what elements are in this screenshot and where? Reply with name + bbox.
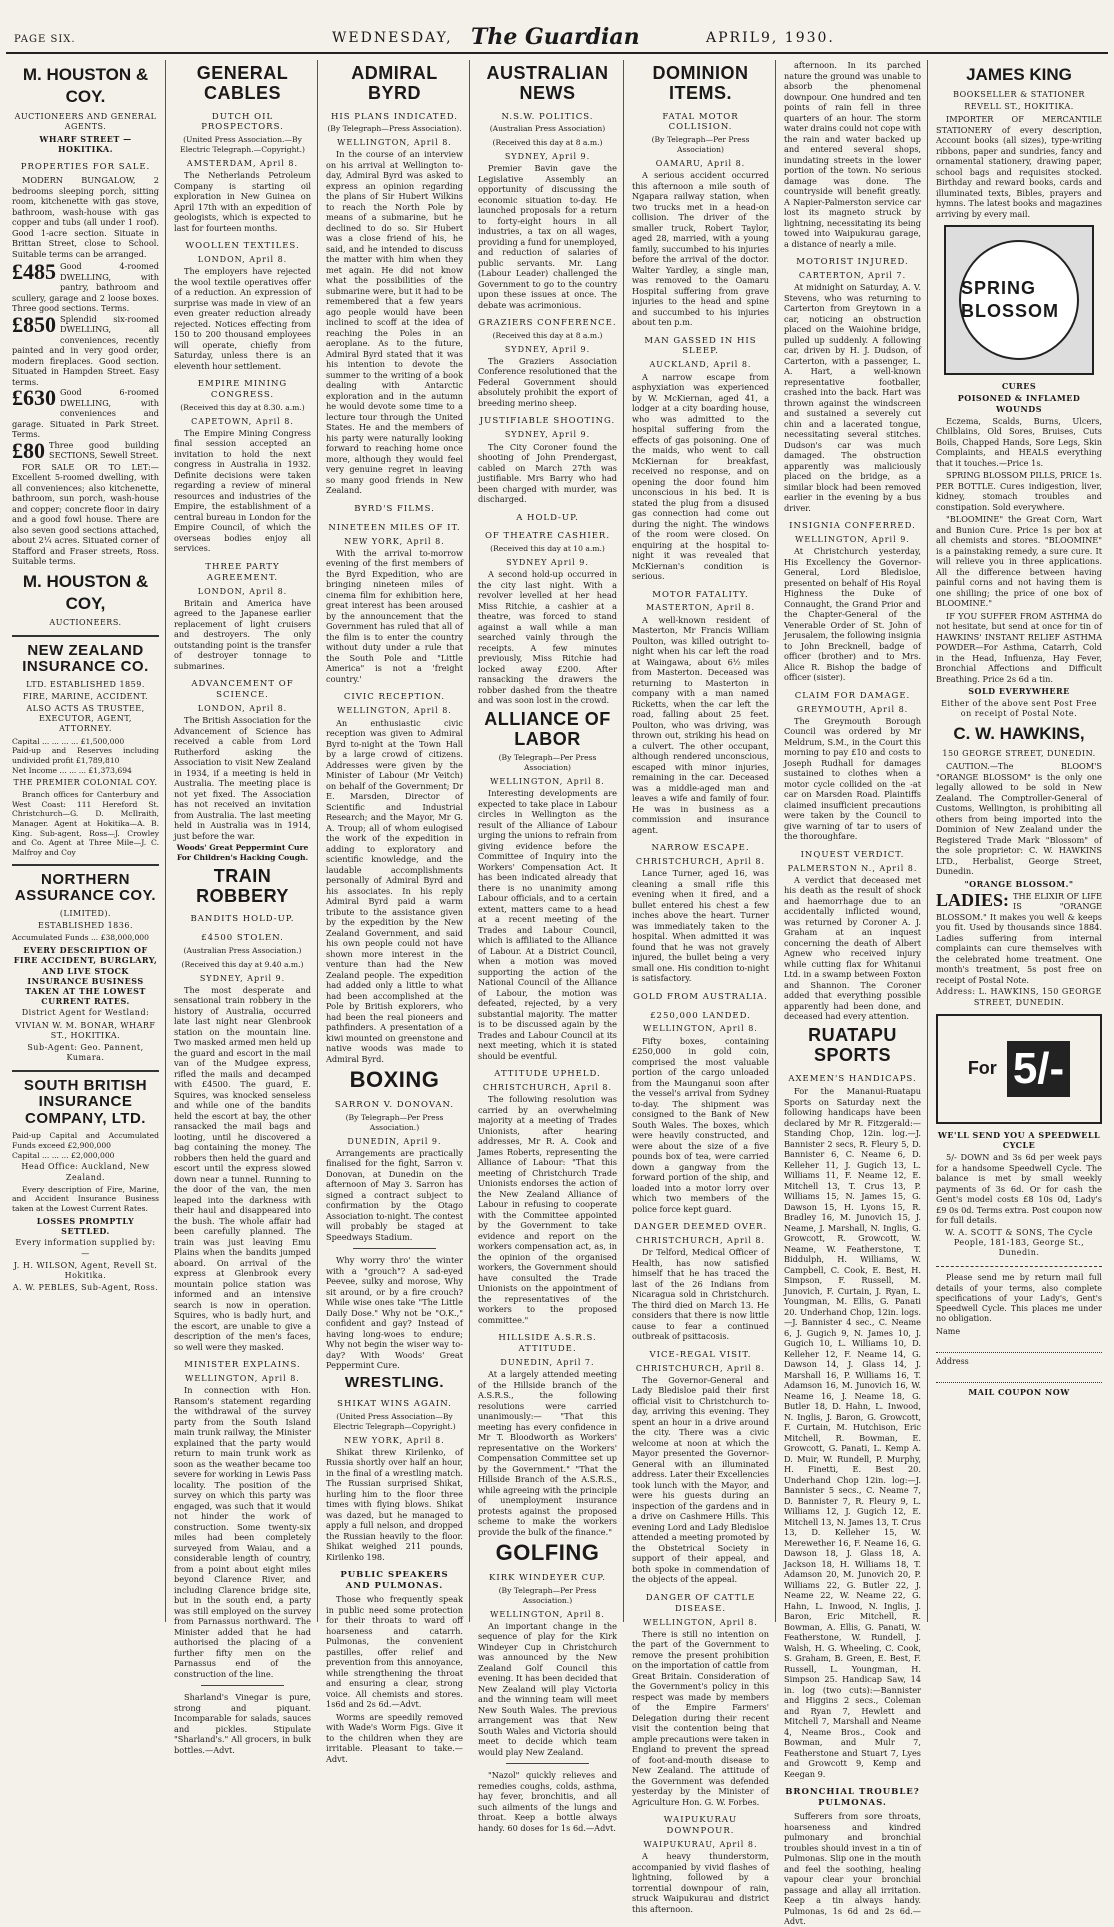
spring-blossom-illustration <box>944 225 1094 375</box>
story-dateline: WELLINGTON, April 8. <box>643 1024 758 1034</box>
nz-insurance-paid: Paid-up and Reserves including undivided profit £1,789,810 <box>12 746 159 766</box>
story-text: A serious accident occurred this afternoon a mile south of Ngapara railway station, when two trucks met in a head-on collision. The driver of the smaller truck, Robert Taylor, aged 28, married, with a young family, succumbed to his injuries before the arrival of the doctor. Walter Yardley, a single man, was removed to the Oamaru Hospital suffering from grave injuries to the head and spine and succumbed to his injuries about ten p.m. <box>632 170 769 328</box>
south-british-agent-1: J. H. WILSON, Agent, Revell St. Hokitika. <box>13 1260 158 1281</box>
story-text: The Governor-General and Lady Bledisloe paid their first official visit to Christchurch to-day, arriving this evening. They spent an hour in a drive around the city. There was a civic welcome at noon at which the Mayor presented the Governor-General with an illuminated address. Later their Excellencies took lunch with the Mayor, and were his guests during an inspection of the gardens and in a drive on Cashmere Hills. This evening Lord and Lady Bledisloe attended a meeting promoted by the Obstetrical Society in support of their appeal, and both spoke in commendation of the objects of the appeal. <box>632 1374 769 1585</box>
advert-text: Worms are speedily removed with Wade's Worm Figs. Give it to the children when they are irritable. Pleasant to take.—Advt. <box>326 1711 463 1764</box>
story-dateline: SYDNEY, April 9. <box>504 430 591 440</box>
story-text: With the arrival to-morrow evening of the first members of the Byrd Expedition, who are bringing nineteen miles of cinema film for exhibition here, great interest has been aroused by the announcement that the Government has ruled that all of the film is to enter the country without duty under a rule that the South Pole and "Little America" is not a 'freight country.' <box>326 547 463 684</box>
story-text: The Graziers Association Conference resolutioned that the Federal Government should absolutely prohibit the export of breeding merino sheep. <box>478 355 617 408</box>
story-text: At midnight on Saturday, A. V. Stevens, who was returning to Carterton from Greytown in a car, noticing an obstruction placed on the Waiohine bridge, pulled up suddenly. A following car, driven by H. J. Dudson, of Carterton, with a passenger, L. A. Hart, a well-known representative footballer, crashed into the back. Hart was thrown against the windscreen and sustained a severely cut chin and a lacerated tongue, necessitating several stitches. Dudson's car was much damaged. The obstruction apparently was maliciously placed on the bridge, as a similar block had been removed earlier in the evening by a bus driver. <box>784 282 921 513</box>
story-dateline: SYDNEY, April 9. <box>504 344 591 354</box>
story-text: A narrow escape from asphyxiation was experienced by W. McKiernan, aged 41, a lodger at a city boarding house, who was admitted to the hospital suffering from the effects of gas poisoning. One of the maids, who went to call McKiernan for breakfast, received no response, and on opening the door found him unconscious in his bed. It is stated the plug from a disused gas connection had come out during the night. The windows of the room were closed. On enquiring at the hospital to-night it was revealed that McKiernan's condition is serious. <box>632 371 769 581</box>
story-credit: (By Telegraph—Per Press Association) <box>498 753 597 773</box>
northern-title: NORTHERN ASSURANCE COY. <box>14 870 157 905</box>
advert-poem: Why worry thro' the winter with a "grouch"? A sad-eyed Peevee, sulky and morose, Why sit around, or by a fire crouch? While wise ones take "The Little Daily Dose." Why not be "O.K.," confident and gay? Instead of having long-woes to endure; Why not begin the wiser way to-day? With Woods' Great Peppermint Cure. <box>326 1255 463 1371</box>
listing-4 <box>12 387 159 440</box>
advert-text: Woods' Great Peppermint Cure For Children's Hacking Cough. <box>176 843 309 863</box>
wrestling-heading: WRESTLING. <box>344 1373 445 1391</box>
story-dateline: WELLINGTON, April 8. <box>337 138 452 148</box>
divider <box>12 635 159 637</box>
nz-insurance-kinds: FIRE, MARINE, ACCIDENT. <box>22 691 149 701</box>
houston-title: M. HOUSTON & COY. <box>22 65 149 106</box>
story-dateline: DUNEDIN, April 9. <box>347 1136 442 1146</box>
general-cables-heading: GENERAL CABLES <box>196 63 289 103</box>
spring-blossom-label: SPRING BLOSSOM <box>959 240 1079 360</box>
northern-funds: Accumulated Funds ... £38,000,000 <box>12 933 149 943</box>
story-heading: JUSTIFIABLE SHOOTING. <box>479 416 616 427</box>
properties-heading: PROPERTIES FOR SALE. <box>20 162 151 173</box>
story-dateline: WELLINGTON, April 8. <box>185 1374 300 1384</box>
cycle-seller: W. A. SCOTT & SONS, The Cycle People, 181-183, George St., Dunedin. <box>945 1227 1093 1258</box>
story-text: afternoon. In its parched nature the ground was unable to absorb the phenomenal downpour. One hundred and ten points of rain fell in three quarters of an hour. The storm water drains could not cope with the rain and water backed up and entered several shops, inundating streets in the lower portion of the town. No serious damage was done. The countryside will benefit greatly. A Napier-Palmerston service car lost its magneto struck by lightning, necessitating its being towed into Waipukurau garage, a distance of nearly a mile. <box>784 60 922 249</box>
listing-1: MODERN BUNGALOW, 2 bedrooms sleeping porch, sitting room, kitchenette with gas stove, bathroom, wash-house with gas copper and tubs (all under 1 roof). Good 1-acre section. Situate in Brittan Street, close to School. Suitable terms can be arranged. <box>12 175 159 259</box>
northern-every: EVERY DESCRIPTION OF FIRE ACCIDENT, BURGLARY, AND LIVE STOCK INSURANCE BUSINESS TAKEN AT THE LOWEST CURRENT RATES. <box>13 945 158 1007</box>
james-king-address: REVELL ST., HOKITIKA. <box>964 101 1074 111</box>
ladies-text: THE ELIXIR OF LIFE IS "ORANGE BLOSSOM." It makes you well & keeps you fit. Used by thousands since 1884. Ladies suffering from internal complaints can cure themselves with the celebrated home treatment. One month's treatment, 5s post free on receipt of Postal Note. <box>936 890 1103 985</box>
story-text: In the course of an interview on his arrival at Wellington to-day, Admiral Byrd was asked to express an opinion regarding the plans of Sir Hubert Wilkins to reach the North Pole by means of a submarine, but he declined to do so. Sir Hubert was a close friend of his, he said, and he intended to discuss the matter with him when they met again. He did not know what the possibilities of the submarine were, but it had to be remembered that a few years ago people would have been inclined to scoff at the idea of reaching the Poles in an aeroplane. As to the future, Admiral Byrd stated that it was his intention to devote the summer to the writing of a book dealing with Antarctic exploration and in the autumn he would devote some time to a lecture tour through the United States. He and the members of his party were naturally looking forward to reaching home once more, although they would feel very genuine regret in leaving so many good friends in New Zealand. <box>326 149 463 496</box>
hawkins-title: C. W. HAWKINS, <box>953 724 1085 744</box>
story-dateline: SYDNEY, April 9. <box>504 151 591 161</box>
houston-address: WHARF STREET — HOKITIKA. <box>39 133 132 155</box>
story-credit: (United Press Association.—By Electric Telegraph.—Copyright.) <box>180 135 305 155</box>
story-heading: INQUEST VERDICT. <box>800 849 905 860</box>
listing-3 <box>12 311 159 388</box>
column-5 <box>626 60 776 1914</box>
story-heading: A HOLD-UP. <box>516 512 579 523</box>
story-dateline: CHRISTCHURCH, April 8. <box>482 1082 613 1092</box>
story-dateline: CHRISTCHURCH, April 8. <box>635 856 766 866</box>
story-heading: KIRK WINDEYER CUP. <box>489 1573 606 1584</box>
northern-agent-label: District Agent for Westland: <box>21 1008 150 1018</box>
story-heading: CIVIC RECEPTION. <box>343 692 446 703</box>
advert-text: Those who frequently speak in public need some protection for their throats to ward off hoarseness and catarrh. Pulmonas, the convenient pastilles, offer relief and prevention from this annoyance, while strengthening the throat and ensuring a clear, strong voice. All chemists and stores. 1s6d and 2s 6d.—Advt. <box>326 1594 463 1710</box>
story-text: A second hold-up occurred in the city last night. With a revolver levelled at her head Miss Ritchie, a cashier at a theatre, was forced to stand against a wall while a man searched vainly through the receipts. A few minutes previously, Miss Ritchie had locked away £200. After ransacking the drawers the robber dashed from the theatre and was soon lost in the crowd. <box>478 569 617 706</box>
coupon-text: Please send me by return mail full details of your terms, also complete specifications of your Lady's, Gent's Speedwell Cycle. This places me under no obligation. <box>936 1273 1102 1324</box>
story-dateline: CARTERTON, April 7. <box>798 270 907 280</box>
story-credit: (Australian Press Association) <box>489 124 606 134</box>
cycle-headline: WE'LL SEND YOU A SPEEDWELL CYCLE <box>937 1129 1101 1151</box>
cycle-price: 5/- <box>1007 1041 1070 1097</box>
ruatapu-sports-heading: RUATAPU SPORTS <box>808 1024 897 1065</box>
story-text: The Netherlands Petroleum Company is starting oil exploration in New Guinea on April 17th with an expedition of geologists, which is expected to last for fourteen months. <box>174 170 311 233</box>
ladies-advert <box>936 891 1102 986</box>
story-dateline: WELLINGTON, April 8. <box>643 1617 758 1627</box>
story-dateline: CAPETOWN, April 8. <box>191 416 294 426</box>
story-dateline: LONDON, April 8. <box>197 704 288 714</box>
story-heading: MINISTER EXPLAINS. <box>184 1360 301 1371</box>
story-credit: (Received this day at 8.30. a.m.) <box>180 402 305 412</box>
story-credit: (Received this day at 10 a.m.) <box>490 544 605 554</box>
northern-established: ESTABLISHED 1836. <box>37 921 133 931</box>
alliance-of-labor-heading: ALLIANCE OF LABOR <box>484 708 611 749</box>
advert-text: Sharland's Vinegar is pure, strong and piquant. Incomparable for salads, sauces and pickles. Stipulate "Sharland's." All grocers, in bulk bottles.—Advt. <box>174 1692 311 1755</box>
caution-text: CAUTION.—The BLOOM'S "ORANGE BLOSSOM" is the only one legally allowed to be sold in New Zealand. The Comptroller-General of Customs, Wellington, is prohibiting all others from being imported into the Dominion of New Zealand under the Registered Trade Mark "Blossom" of the sole proprietor: C. W. HAWKINS LTD., Herbalist, George Street, Dunedin. <box>936 761 1102 877</box>
james-king-title: JAMES KING <box>966 65 1072 84</box>
train-robbery-heading: TRAIN ROBBERY <box>196 865 289 906</box>
listing-4-price: £630 <box>12 385 56 411</box>
south-british-title: SOUTH BRITISH INSURANCE COMPANY, LTD. <box>23 1076 148 1127</box>
houston-subtitle: AUCTIONEERS AND GENERAL AGENTS. <box>14 111 157 131</box>
story-heading: MOTOR FATALITY. <box>652 589 749 600</box>
cycle-for: For <box>967 1058 997 1079</box>
story-text: Arrangements are practically finalised for the fight, Sarron v. Donovan, at Dunedin on the afternoon of May 3. Sarron has signed a contract subject to confirmation by the Otago Association to-night. The contest will probably be staged at Speedways Stadium. <box>326 1147 463 1242</box>
dominion-items-heading: DOMINION ITEMS. <box>652 63 749 103</box>
northern-subagent: Sub-Agent: Geo. Pannent, Kumara. <box>27 1043 144 1063</box>
story-dateline: MASTERTON, April 8. <box>646 603 755 613</box>
listing-4-text: Good 6-roomed DWELLING, with conveniences and garage. Situated in Park Street. Terms. <box>12 387 159 440</box>
listing-5 <box>12 437 159 463</box>
ladies-heading: LADIES: <box>936 889 1010 910</box>
story-dateline: CHRISTCHURCH, April 8. <box>635 1236 766 1246</box>
masthead <box>6 6 1108 54</box>
story-dateline: LONDON, April 8. <box>197 254 288 264</box>
nz-insurance-capital: Capital ... ... ... ... £1,500,000 <box>12 736 125 746</box>
column-4 <box>472 60 624 1833</box>
story-text: The most desperate and sensational train robbery in the history of Australia, occurred late last night near Glenbrook station on the mountain line. Two masked armed men held up the guard and escort in the mail van of the Mudgee express, rifled the mails and decamped with £4500. The guard, E. Squires, was knocked senseless and while one of the bandits held the escort at bay, the other ransacked the mail bags and looting, until he discovered a bag containing the money. The robbers then held the guard and escort until the express slowed down near a tunnel. Running to the door of the van, the men leaped into the darkness with their haul and disappeared into the bush. The whole affair had been carefully planned. The train was just leaving Emu Plains when the bandits jumped aboard. On arrival of the express at Glenbrook every mountain police station was informed and an intensive search is now in operation. Squires, who is badly hurt, and the escort, are unable to give a description of the men's faces, so well were they masked. <box>174 984 311 1352</box>
coupon-address-field[interactable] <box>936 1371 1102 1383</box>
south-british-losses: LOSSES PROMPTLY SETTLED. <box>36 1215 135 1237</box>
story-credit: (United Press Association—By Electric Telegraph—Copyright.) <box>333 1412 456 1431</box>
story-credit: (By Telegraph—Per Press Association.) <box>498 1586 597 1605</box>
story-dateline: GREYMOUTH, April 8. <box>796 704 909 714</box>
story-heading: NARROW ESCAPE. <box>651 843 750 854</box>
story-heading: DANGER OF CATTLE DISEASE. <box>645 1592 756 1614</box>
story-text: The Greymouth Borough Council was ordered by Mr Meldrum, S.M., in the Court this morning to pay £10 and costs to Joseph Rudhall for damages sustained to clothes when a motor cycle collided on the ‐at car on Marsden Road. Plaintiffs claimed insufficient precautions were taken by the Council to give warning of tar to users of the thoroughfare. <box>784 715 921 842</box>
column-1 <box>6 60 166 1622</box>
column-2 <box>168 60 318 1755</box>
bloomine-advert: "BLOOMINE" the Great Corn, Wart and Bunion Cure. Price 1s per box at all chemists and stores. "BLOOMINE" is a painstaking remedy, a sure cure. It will relieve you in three applications. All the difference between having painful corns and not having them is one shilling; the price of one box of BLOOMINE." <box>936 514 1102 609</box>
hawkins-address: 150 GEORGE STREET, DUNEDIN. <box>942 748 1096 758</box>
story-text: Interesting developments are expected to take place in Labour circles in Wellington as the result of the Alliance of Labour urging the unions to refrain from giving evidence before the Committee of Inquiry into the Workers' Compensation Act. It has been indicated already that there is no unanimity among Labour officials, and to a certain extent, matters came to a head at a recent meeting of the Trades and Labour Council, which is affiliated to the Alliance of Labour. At a District Council, when a motion was moved supporting the action of the National Council of the Alliance of Labour, the motion was defeated, rejected, by a very substantial majority. The matter is to be discussed again by the Trades and Labour Council at its next meeting, which it is stated should be eventful. <box>478 788 617 1061</box>
houston-title-2: M. HOUSTON & COY, <box>22 571 149 613</box>
story-text: Lance Turner, aged 16, was cleaning a small rifle this evening when it fired, and a bullet entered his chest a few inches above the heart. Turner was immediately taken to the hospital. When admitted it was found that he was not gravely injured, the bullet being a very small one. His condition to-night is satisfactory. <box>632 868 769 984</box>
admiral-byrd-heading: ADMIRAL BYRD <box>351 63 438 103</box>
listing-5-text: Three good building SECTIONS, Sewell Street. <box>49 439 159 461</box>
page-number: PAGE SIX. <box>14 34 76 45</box>
story-subheading: NINETEEN MILES OF IT. <box>328 522 461 533</box>
story-heading: EMPIRE MINING CONGRESS. <box>197 379 288 400</box>
story-heading: SHIKAT WINS AGAIN. <box>337 1399 452 1410</box>
story-text: Dr Telford, Medical Officer of Health, has now satisfied himself that he has traced the last of the 26 Indians from Nicaragua sold in Christchurch. The third died on March 13. He considers that there is now little cause to fear a continued outbreak of psittacosis. <box>632 1247 769 1342</box>
story-credit: (By Telegraph—Press Association). <box>327 124 462 134</box>
story-heading: GRAZIERS CONFERENCE. <box>478 318 617 329</box>
listing-2 <box>12 261 159 314</box>
story-text: A well-known resident of Masterton, Mr Francis William Poulton, was killed outright to-night when his car left the road at Waingawa, about 6½ miles from Masterton. Deceased was returning to Masterton in company with a man named Ricketts, when the car left the road, falling about 25 feet. Poulton, who was driving, was thrown out, striking his head on a culvert. The other occupant, although rendered unconscious, escaped with minor injuries, remaining in the car. Deceased was a middle-aged man and leaves a wife and family of four. He was in business as a commission and insurance agent. <box>632 614 769 835</box>
nz-insurance-branch: Branch offices for Canterbury and West Coast: 111 Hereford St. Christchurch—G. D. McIlraith, Manager. Agent at Hokitika—A. B. King. Sub-agent, Ross—J. Crowley and Co. Agent at Three Mile—J. C. Malfroy and Coy <box>12 789 159 858</box>
divider <box>201 1685 283 1686</box>
mail-coupon <box>936 1266 1102 1397</box>
story-dateline: SYDNEY April 9. <box>506 558 589 568</box>
story-heading: BYRD'S FILMS. <box>354 503 435 514</box>
cycle-advert-banner <box>936 1014 1102 1124</box>
story-dateline: CHRISTCHURCH, April 8. <box>635 1363 766 1373</box>
story-heading: BRONCHIAL TROUBLE? PULMONAS. <box>785 1787 920 1809</box>
coupon-name-field[interactable] <box>936 1341 1102 1353</box>
divider <box>353 1248 435 1249</box>
listing-3-price: £850 <box>12 311 56 337</box>
story-heading: PUBLIC SPEAKERS AND PULMONAS. <box>340 1570 449 1592</box>
story-credit: (Australian Press Association.) <box>183 946 302 956</box>
story-heading: CLAIM FOR DAMAGE. <box>794 690 911 701</box>
column-3 <box>320 60 470 1764</box>
story-dateline: NEW YORK, April 8. <box>344 1435 445 1445</box>
story-heading: AXEMEN'S HANDICAPS. <box>788 1073 917 1084</box>
divider <box>506 1763 589 1764</box>
james-king-body: IMPORTER OF MERCANTILE STATIONERY of every description, Account books (all sizes), type-writing ribbons, paper and sundries, fancy and ornamental stationery, drawing paper, school bags and requisites stocked. Birthday and reward books, cards and illuminated texts, Bibles, prayers and hymns. The latest books and magazines arriving by every mail. <box>936 114 1102 219</box>
story-heading: MAN GASSED IN HIS SLEEP. <box>644 335 757 357</box>
story-text: For the Mananui-Ruatapu Sports on Saturday next the following handicaps have been declared by Mr R. Fitzgerald:— Standing Chop, 12in. log.—J. Bannister 2 secs, R. Fleury 5, D. Bannister 6, C. Neame 6, D. Kelleher 11, J. Gugich 13, L. Williams 11, F. Neame 12, E. Mitchell 13, T. Crus 13, P. Williams 15, N. James 15, G. Dawson 15, H. Lyons 15, R. Bradley 16, M. Junovich 15, J. Neame, J. Marshall, N. Inglis, G. Growcott, R. Growcott, W. Neame, W. Featherstone, T. Biddulph, H. Williams, W. Campbell, C. Cook, E. Best, H. Simpson, F. Russell, M. Junovich, F. Curtain, J. Ryan, L. Youngman, M. Ellis, G. Panati 20. Underhand Chop, 12in. logs.—J. Bannister 4 sec., C. Neame 6, J. Gugich 9, N. James 10, J. Gugich 10, L. Williams 10, D. Kelleher 12, F. Neame 14, G. Dawson 14, J. Glass 14, J. Marshall 16, P. Williams 16, T. Adamson 16, M. Junovich 16, W. Neame 16, J. Neame 18, G. Butler 18, D. Hahn, L. Inwood, N. Inglis, J. Baron, G. Growcott, F. Curtain, M. Hutchison, Eric Mitchell, R. Bowman, E. Growcott, G. Panati, L. Kemp A. D. Muir, W. Rundell, P. Murphy, H. Finetti, E. Best 20. Underhand Chop 12in. log:—J. Bannister 5 secs., C. Neame 7, D. Bannister 7, R. Fleury 9, L. Williams 12, J. Gugich 12, E. Mitchell 13, N. James 13, T. Crus 13, D. Kelleher 15, W. Merewether 16, F. Neame 16, G. Dawson 18, J. Glass 18, A. Jackson 18, H. Williams 18, T. Adamson 20, M. Junovich 20, P. Williams 22, G. Butler 22, J. Neame 22, W. Neame 22, G. Hahn, L. Inwood, N. Inglis, J. Baron, Eric Mitchell, R. Bowman, A. Ellis, G. Panati, W. Featherstone, W. Rundell, J. Walsh, H. G. Wheeling, C. Cook, S. Graham, B. Green, E. Best, F. Russell, L. Youngman, H. Simpson 25. Handicap Saw, 14 in. log (two cuts):—Bannister and Higgins 2 secs., Coleman and Ryan 7, Hewlett and Mitchell 7, Marshall and Neame 4, Neame Bros., Cook and Bowman, and Mulr 7, Featherstone and Stuart 7, Lyes and Growcott 9, Kemp and Keegan 9. <box>784 1086 921 1779</box>
story-heading: WOOLLEN TEXTILES. <box>185 241 300 252</box>
story-heading: INSIGNIA CONFERRED. <box>789 521 916 532</box>
story-text: At Christchurch yesterday, His Excellency the Governor-General, Lord Bledisloe, presented on behalf of His Royal Highness the Duke of Connaught, the Grand Prior and the Chapter-General of the Venerable Order of St. John of Jerusalem, the following insignia to John Brecknell, badge of officer (brother) and to Mrs. Alice R. Bishop the badge of officer (sister). <box>784 546 921 683</box>
listing-3-text: Splendid six-roomed DWELLING, all conveniences, recently painted and in very good order, modern fireplaces. Good section. Situated in Hampden Street. Easy terms. <box>12 313 159 387</box>
listing-6: FOR SALE OR TO LET:—Excellent 5-roomed dwelling, with all conveniences; also kitchenette, bathroom, sun porch, wash-house and copper; concrete floor in dairy and a good fowl house. There are also seven good sections attached, about 2¼ acres. Situated corner of Stafford and Fraser streets, Ross. Suitable terms. <box>12 461 159 567</box>
story-dateline: WELLINGTON, April 9. <box>795 534 910 544</box>
story-credit: (Received this day at 9.40 a.m.) <box>181 959 304 969</box>
nz-insurance-title: NEW ZEALAND INSURANCE CO. <box>22 641 149 676</box>
sold-everywhere: SOLD EVERYWHERE <box>968 686 1070 697</box>
story-text: The British Association for the Advancement of Science has received a cable from Lord Rutherford asking the Association to visit New Zealand in 1934, if a meeting is held in Australia. The meeting place is not yet fixed. The Association has not received an invitation from Australia. The last meeting held in Australia was in 1914, just before the war. <box>174 715 311 841</box>
cycle-terms: 5/- DOWN and 3s 6d per week pays for a handsome Speedwell Cycle. The balance is met by small weekly payments of 3s 6d. Or for cash the Gent's model costs £8 10s 0d, Lady's £9 0s 0d. Terms extra. Post coupon now for full details. <box>936 1152 1102 1226</box>
south-british-head: Head Office: Auckland, New Zealand. <box>21 1162 150 1182</box>
south-british-every: Every description of Fire, Marine, and Accident Insurance Business taken at the Lowest Current Rates. <box>12 1184 159 1214</box>
story-dateline: WELLINGTON, April 8. <box>490 1609 605 1619</box>
south-british-info: Every information supplied by:— <box>15 1238 156 1258</box>
asthma-advert: IF YOU SUFFER FROM ASTHMA do not hesitate, but send at once for tin of HAWKINS' INSTANT RELIEF ASTHMA POWDER—For Asthma, Catarrh, Cold in the Head, Influenza, Hay Fever, Bronchial Affections and Difficult Breathing. Price 2s 6d a tin. <box>936 610 1102 684</box>
story-text: The Empire Mining Congress final session accepted an invitation to hold the next congress in Australia in 1932. Definite decisions were taken regarding a review of mineral resources and industries of the Empire, the establishment of a central bureau in London for the Empire Council, of which the overseas bodies enjoy all services. <box>174 427 311 554</box>
story-heading: DANGER DEEMED OVER. <box>633 1222 768 1233</box>
coupon-address-label: Address <box>936 1356 969 1366</box>
divider <box>12 1070 159 1072</box>
sold-everywhere-sub: Either of the above sent Post Free on receipt of Postal Note. <box>941 698 1097 718</box>
story-heading: VICE-REGAL VISIT. <box>649 1349 752 1360</box>
nz-insurance-trustee: ALSO ACTS AS TRUSTEE, EXECUTOR, AGENT, ATTORNEY. <box>26 704 145 734</box>
northern-agent-name: VIVIAN W. M. BONAR, WHARF ST., HOKITIKA. <box>15 1020 156 1040</box>
story-dateline: AUCKLAND, April 8. <box>649 360 752 370</box>
story-dateline: AMSTERDAM, April 8. <box>186 158 299 168</box>
divider <box>12 864 159 866</box>
masthead-day: WEDNESDAY, <box>332 30 453 46</box>
cures-list: Eczema, Scalds, Burns, Ulcers, Chilblains, Old Sores, Bruises, Cuts Boils, Chapped Hands, Sore Legs, Skin Complaints, and HEALS everything that it touches.—Price 1s. <box>936 415 1102 468</box>
nz-insurance-income: Net Income ... ... ... £1,373,694 <box>12 765 132 775</box>
golfing-heading: GOLFING <box>495 1540 600 1566</box>
story-heading: WAIPUKURAU DOWNPOUR. <box>663 1815 738 1837</box>
nz-insurance-colonial: THE PREMIER COLONIAL COY. <box>13 777 158 787</box>
masthead-date: 9, 1930. <box>761 30 835 46</box>
story-text: At a largely attended meeting of the Hillside branch of the A.S.R.S., the following resolutions were carried unanimously:— "That this meeting has every confidence in Mr T. Bloodworth as Workers' representative on the Workers' Compensation Committee set up by the Government." "That the Hillside Branch of the A.S.R.S., while agreeing with the principle of unemployment insurance protests against the proposed scheme to make the workers provide the bulk of the finance." <box>478 1369 617 1537</box>
mail-coupon-now: MAIL COUPON NOW <box>968 1387 1070 1398</box>
newspaper-title: The Guardian <box>471 24 640 50</box>
story-dateline: DUNEDIN, April 7. <box>500 1357 595 1367</box>
story-dateline: OAMARU, April 8. <box>655 158 746 168</box>
story-credit: (Received this day at 8 a.m.) <box>492 331 603 341</box>
boxing-heading: BOXING <box>349 1067 440 1093</box>
column-6 <box>778 60 928 1927</box>
story-heading: MOTORIST INJURED. <box>796 257 909 267</box>
story-dateline: PALMERSTON N., April 8. <box>787 863 918 873</box>
story-heading: FATAL MOTOR COLLISION. <box>662 111 739 133</box>
coupon-name-label: Name <box>936 1326 961 1336</box>
story-heading: GOLD FROM AUSTRALIA. <box>633 991 768 1002</box>
story-credit: (By Telegraph—Per Press Association) <box>651 135 750 155</box>
story-text: A verdict that deceased met his death as the result of shock and haemorrhage due to an accidentally inflicted wound, was returned by Coroner A. J. Graham at an inquest concerning the death of Albert Agnew who received injury while cutting flax for Whitanui Ltd. in a swamp between Foxton and Shannon. The Coroner added that everything possible apparently had been done, and deceased had every attention. <box>784 874 921 1022</box>
northern-limited: (LIMITED). <box>59 908 112 918</box>
cures-wounds: POISONED & INFLAMED WOUNDS <box>957 393 1081 414</box>
story-heading: N.S.W. POLITICS. <box>501 111 594 122</box>
story-text: Premier Bavin gave the Legislative Assembly an opportunity of discussing the economic situation to-day. He launched proposals for a return to forty-eight hours in all industries, a tax on all wages, providing a fund for unemployed, and reduction of salaries of public servants. Mr. Lang (Labour Leader) challenged the Government to go to the country upon these issues at once. The debate was acrimonious. <box>478 163 617 310</box>
story-text: The City Coroner found the shooting of John Prendergast, cabled on March 27th was justifiable. Mrs Barry who had been charged with murder, was discharged. <box>478 441 617 505</box>
south-british-agent-2: A. W. PEBLES, Sub-Agent, Ross. <box>12 1283 159 1293</box>
masthead-month: APRIL <box>706 30 761 46</box>
story-credit: (Received this day at 8 a.m.) <box>492 138 603 148</box>
column-7 <box>930 60 1108 1622</box>
story-dateline: NEW YORK, April 8. <box>344 536 445 546</box>
australian-news-heading: AUSTRALIAN NEWS <box>486 63 609 103</box>
story-text: Shikat threw Kirilenko, of Russia shortly over half an hour, in the final of a wrestling match. The Russian surprised Shikat, hurling him to the floor three times with flying blows. Shikat was dazed, but he managed to apply a full nelson, and dropped the Russian heavily to the floor. Shikat weighed 211 pounds, Kirilenko 198. <box>326 1446 463 1562</box>
james-king-subtitle: BOOKSELLER & STATIONER <box>953 89 1085 99</box>
story-subheading: £250,000 LANDED. <box>650 1010 751 1021</box>
story-text: An enthusiastic civic reception was given to Admiral Byrd to-night at the Town Hall by a large crowd of citizens. Addresses were given by the Minister of Labour (Mr Veitch) on behalf of the Government; Dr E. Marsden, Director of Scientific and Industrial Research; and the Mayor, Mr G. A. Troup; all of whom eulogised the work of the expedition in adding to exploratory and scientific knowledge, and the laudable accomplishments personally of Admiral Byrd and his associates. In his reply Admiral Byrd paid a warm tribute to the assistance given by the expedition by the New Zealand Government, and said his own people could not have shown more interest in the venture than had the New Zealand people. The expedition had added only a little to what had been accomplished at the Pole by British explorers, who had been the real pioneers and pathfinders. A presentation of a kiwi mounted on greenstone and native woods was made to Admiral Byrd. <box>326 717 463 1064</box>
story-text: A heavy thunderstorm, accompanied by vivid flashes of lightning, followed by a torrential downpour of rain, struck Waipukurau and district this afternoon. <box>632 1851 769 1914</box>
story-text: The following resolution was carried by an overwhelming majority at a meeting of Trades Unionists, after hearing addresses, Mr R. A. Cook and James Roberts, representing the Alliance of Labour: "That this meeting of Christchurch Trade Unionists endorses the action of the New Zealand Alliance of Labour in refusing to cooperate with the Committee appointed by the Government to take evidence and report on the workers compensation act, as, in the opinion of the organised workers, the Government should have consulted the Trade Unionists on the appointment of the representatives of the workers to the proposed committee." <box>478 1094 617 1325</box>
story-heading: HIS PLANS INDICATED. <box>331 111 458 122</box>
story-text: In connection with Hon. Ransom's statement regarding the withdrawal of the survey party from the South Island main trunk railway, the Minister explained that the party would return to main trunk work as soon as the weather became too severe for working in Lewis Pass locality. The position of the survey on which this party was engaged, was such that it would not hinder the work of construction. Some twenty-six miles had been completely surveyed from Waiau, and a considerable length of country, from a point about eight miles beyond Clarence River, and including Clarence bridge site, but in the south end, a party was still employed on the survey from Parnassus northward. The Minister added that he had authorised the placing of a further fifty men on the Parnassus end of the construction of the line. <box>174 1385 311 1679</box>
story-text: The employers have rejected the wool textile operatives offer of a reduction. An expression of surprise was made in view of an even greater reduction already rejected. Notices effecting from 150 to 200 thousand employees will operate, chiefly from Saturday, unless there is an eleventh hour settlement. <box>174 266 311 371</box>
cures-heading: CURES <box>1001 381 1037 392</box>
listing-5-price: £80 <box>12 437 45 463</box>
advert-text: Sufferers from sore throats, hoarseness and kindred pulmonary and bronchial troubles should invest in a tin of Pulmonas. Slip one in the mouth and feel the soothing, healing vapour clear your bronchial passage and allay all irritation. Keep a tin always handy. Pulmonas, 1s 6d and 2s 6d.—Advt. <box>784 1811 921 1927</box>
story-heading: ATTITUDE UPHELD. <box>494 1069 601 1080</box>
listing-2-price: £485 <box>12 259 56 285</box>
advert-text: "Nazol" quickly relieves and remedies coughs, colds, asthma, hay fever, bronchitis, and all such ailments of the lungs and throat. Keep a bottle always handy. 60 doses for 1s 6d.—Advt. <box>478 1770 617 1833</box>
story-dateline: WAIPUKURAU, April 8. <box>643 1840 758 1850</box>
story-dateline: WELLINGTON, April 8. <box>490 776 605 786</box>
story-subheading: £4500 STOLEN. <box>201 933 284 944</box>
nz-insurance-est: LTD. ESTABLISHED 1859. <box>26 679 145 689</box>
newspaper-page <box>6 6 1108 1927</box>
story-dateline: LONDON, April 8. <box>197 586 288 596</box>
listing-2-text: Good 4-roomed DWELLING, with pantry, bathroom and scullery, garage and 2 loose boxes. Three good sections. Terms. <box>12 261 159 314</box>
houston-subtitle-2: AUCTIONEERS. <box>49 618 122 628</box>
story-heading: HILLSIDE A.S.R.S. ATTITUDE. <box>498 1333 597 1355</box>
spring-blossom-pills: SPRING BLOSSOM PILLS, PRICE 1s. PER BOTTLE. Cures indigestion, liver, kidney, stomach troubles and constipation. Sold everywhere. <box>936 470 1102 512</box>
story-heading: DUTCH OIL PROSPECTORS. <box>201 111 284 133</box>
story-heading: THREE PARTY AGREEMENT. <box>205 561 280 583</box>
story-dateline: WELLINGTON, April 8. <box>337 706 452 716</box>
story-heading: SARRON V. DONOVAN. <box>334 1100 455 1111</box>
story-subheading: OF THEATRE CASHIER. <box>484 531 611 542</box>
south-british-paid: Paid-up Capital and Accumulated Funds exceed £2,900,000 <box>12 1131 159 1150</box>
ladies-address: Address: L. HAWKINS, 150 GEORGE STREET, DUNEDIN. <box>936 987 1102 1007</box>
orange-blossom-heading: "ORANGE BLOSSOM." <box>964 878 1074 889</box>
story-text: An important change in the sequence of play for the Kirk Windeyer Cup in Christchurch was announced by the New Zealand Golf Council this evening. It has been decided that New Zealand will play Victoria and the winning team will meet New South Wales. The previous arrangement was that New South Wales and Victoria should meet to decide which team would play New Zealand. <box>478 1620 617 1757</box>
story-text: There is still no intention on the part of the Government to remove the present prohibition on the importation of cattle from Great Britain. Consideration of the Government's policy in this respect was made by members of the Empire Farmers' Delegation during their recent visit the contention being that ample precautions were taken in England to prevent the spread of foot-and-mouth disease to New Zealand. The attitude of the Government was defended yesterday by the Minister of Agriculture Hon. G. W. Forbes. <box>632 1628 769 1807</box>
story-heading: ADVANCEMENT OF SCIENCE. <box>191 679 294 701</box>
story-dateline: SYDNEY, April 9. <box>199 973 286 983</box>
story-text: Fifty boxes, containing £250,000 in gold coin, comprised the most valuable portion of the cargo unloaded from the Maunganui soon after the vessel's arrival from Sydney to-day. The shipment was consigned to the Bank of New South Wales. The boxes, which were heavily constructed, and were about the size of a five pounds box of tea, were carried down a gangway from the forward portion of the ship, and loaded into a motor lorry over which two members of the police force kept guard. <box>632 1035 769 1214</box>
story-heading: BANDITS HOLD-UP. <box>190 914 295 925</box>
story-credit: (By Telegraph—Per Press Association.) <box>345 1113 444 1132</box>
story-text: Britain and America have agreed to the Japanese earlier replacement of light cruisers and destroyers. The only outstanding point is the transfer of destroyer tonnage to submarines. <box>174 597 311 671</box>
south-british-capital: Capital ... ... ... £2,000,000 <box>12 1150 115 1160</box>
